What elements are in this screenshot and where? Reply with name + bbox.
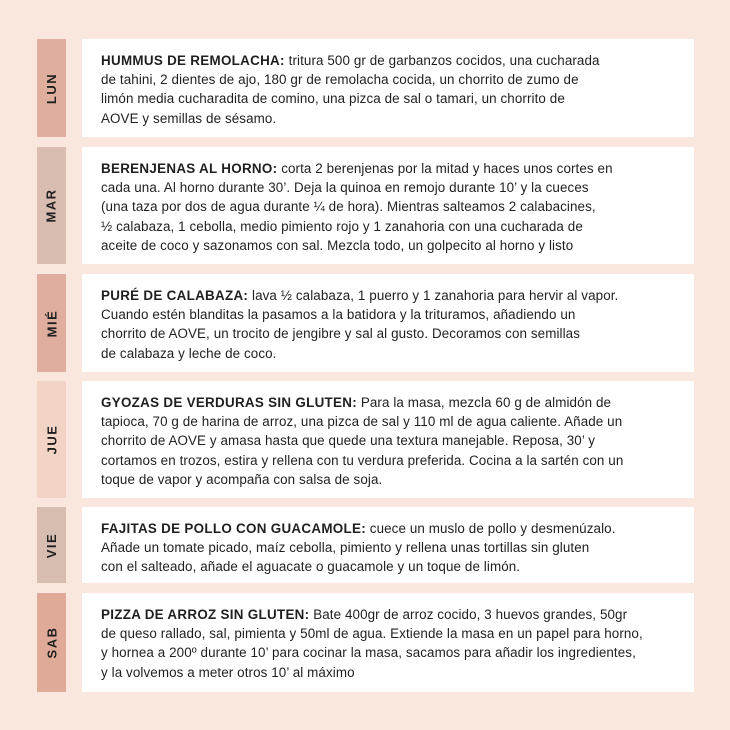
recipe-card-vie	[82, 507, 694, 583]
recipe-text: FAJITAS DE POLLO CON GUACAMOLE: cuece un muslo de pollo y desmenúzalo. Añade un tomate picado, maíz cebolla, pimiento y rellena unas tortillas sin gluten con el salteado, añade el aguacate o guacamole y un toque de limón.	[101, 521, 616, 575]
day-label: MAR	[44, 188, 60, 223]
recipe-text: BERENJENAS AL HORNO: corta 2 berenjenas por la mitad y haces unos cortes en cada una. Al horno durante 30’. Deja la quinoa en remojo durante 10’ y la cueces (una taza por dos de agua durante ¼ de hora). Mientras salteamos 2 calabacines, ½ calabaza, 1 cebolla, medio pimiento rojo y 1 zanahoria con una cucharada de aceite de coco y sazonamos con sal. Mezcla todo, un golpecito al horno y listo	[101, 161, 613, 253]
recipe-card-sab	[82, 593, 694, 692]
day-tab-mar	[37, 147, 66, 264]
day-label: JUE	[44, 424, 60, 455]
recipe-title: FAJITAS DE POLLO CON GUACAMOLE:	[101, 521, 366, 536]
recipe-title: BERENJENAS AL HORNO:	[101, 161, 278, 176]
recipe-text: PURÉ DE CALABAZA: lava ½ calabaza, 1 puerro y 1 zanahoria para hervir al vapor. Cuando estén blanditas la pasamos a la batidora y la trituramos, añadiendo un chorrito de AOVE, un trocito de jengibre y sal al gusto. Decoramos con semillas de calabaza y leche de coco.	[101, 288, 619, 361]
recipe-card-mar	[82, 147, 694, 264]
recipe-text: GYOZAS DE VERDURAS SIN GLUTEN: Para la masa, mezcla 60 g de almidón de tapioca, 70 g de harina de arroz, una pizca de sal y 110 ml de agua caliente. Añade un chorrito de AOVE y amasa hasta que quede una textura manejable. Reposa, 30’ y cortamos en trozos, estira y rellena con tu verdura preferida. Cocina a la sartén con un toque de vapor y acompaña con salsa de soja.	[101, 395, 624, 487]
day-tab-vie	[37, 507, 66, 583]
day-label: LUN	[44, 72, 59, 104]
recipe-title: PURÉ DE CALABAZA:	[101, 288, 249, 303]
day-tab-sab	[37, 593, 66, 692]
day-tab-mie	[37, 274, 66, 372]
day-label: VIE	[44, 532, 59, 558]
day-label: SAB	[44, 626, 60, 659]
day-tab-jue	[37, 381, 66, 498]
recipe-text: PIZZA DE ARROZ SIN GLUTEN: Bate 400gr de arroz cocido, 3 huevos grandes, 50gr de queso rallado, sal, pimienta y 50ml de agua. Extiende la masa en un papel para horno, y hornea a 200º durante 10’ para cocinar la masa, sacamos para añadir los ingredientes, y la volvemos a meter otros 10’ al máximo	[101, 607, 643, 680]
recipe-card-jue	[82, 381, 694, 498]
recipe-title: GYOZAS DE VERDURAS SIN GLUTEN:	[101, 395, 358, 410]
recipe-card-lun	[82, 39, 694, 137]
day-label: MIÉ	[44, 309, 59, 337]
recipe-text: HUMMUS DE REMOLACHA: tritura 500 gr de garbanzos cocidos, una cucharada de tahini, 2 dientes de ajo, 180 gr de remolacha cocida, un chorrito de zumo de limón media cucharadita de comino, una pizca de sal o tamari, un chorrito de AOVE y semillas de sésamo.	[101, 53, 600, 126]
recipe-title: PIZZA DE ARROZ SIN GLUTEN:	[101, 607, 310, 622]
recipe-title: HUMMUS DE REMOLACHA:	[101, 53, 285, 68]
day-tab-lun	[37, 39, 66, 137]
recipe-card-mie	[82, 274, 694, 372]
